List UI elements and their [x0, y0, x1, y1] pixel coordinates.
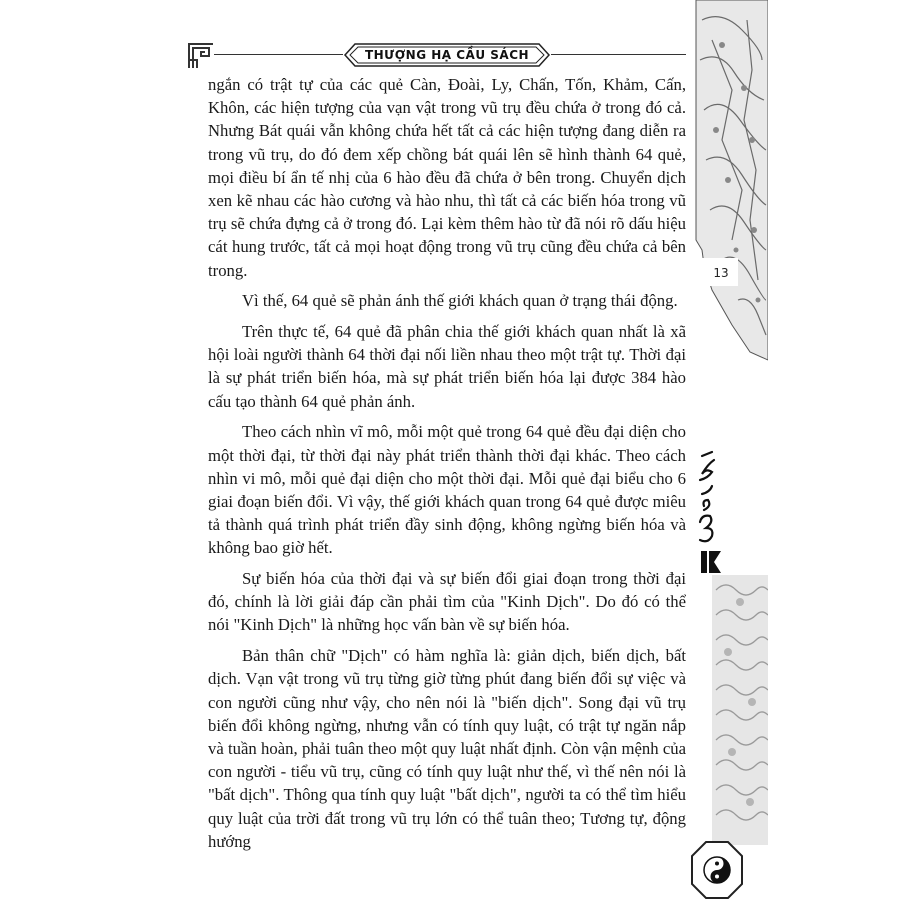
header-rule-right [551, 54, 686, 55]
running-header [343, 42, 551, 68]
corner-fret-ornament [188, 43, 214, 69]
paragraph-6: Bản thân chữ "Dịch" có hàm nghĩa là: giản dịch, biến dịch, bất dịch. Vạn vật trong vũ trụ từng giờ từng phút đang biến đổi sự việc và con người cũng như vậy, cho nên nói là "biến dịch". Song đại vũ trụ biến đổi không ngừng, nhưng vẫn có tính quy luật, có trật tự ngăn nắp và tuần hoàn, phải tuân theo một quy luật nhất định. Còn vận mệnh của con người - tiểu vũ trụ, cũng có tính quy luật như thế, vì thế nên nói là "bất dịch". Thông qua tính quy luật "bất dịch", người ta có thể tìm hiểu quy luật của trời đất trong vũ trụ lớn có thể tuân theo; Tương tự, động hướng [208, 646, 686, 851]
bookmark-ribbon-icon [701, 551, 721, 573]
paragraph-1: ngắn có trật tự của các quẻ Càn, Đoài, Ly, Chấn, Tốn, Khảm, Cấn, Khôn, các hiện tượng của vạn vật trong vũ trụ đều chứa ở trong đó cả. Nhưng Bát quái vẫn không chứa hết tất cả các hiện tượng đang diễn ra trong vũ trụ, do đó đem xếp chồng bát quái lên sẽ hình thành 64 quẻ, mọi điều bí ẩn tế nhị của 6 hào đều đã chứa ở bên trong. Chuyển dịch xen kẽ nhau các hào cương và hào nhu, thì tất cả các biến hóa trong vũ trụ sẽ chứa đựng cả ở trong đó. Lại kèm thêm hào từ đã nói rõ dấu hiệu cát hung trước, tất cả mọi hoạt động trong vũ trụ cũng đều chứa cả bên trong. [208, 75, 686, 280]
paragraph-2: Vì thế, 64 quẻ sẽ phản ánh thế giới khách quan ở trạng thái động. [242, 291, 678, 311]
paragraph-4: Theo cách nhìn vĩ mô, mỗi một quẻ trong 64 quẻ đều đại diện cho một thời đại, từ thời đại này phát triển thành thời đại khác. Theo cách nhìn vi mô, mỗi quẻ đại diện cho một thời đại. Mỗi quẻ đại biểu cho 6 giai đoạn biến đổi. Vì vậy, thế giới khách quan trong 64 quẻ được miêu tả thành quá trình phát triển đầy sinh động, không ngừng biến hóa và không bao giờ hết. [208, 422, 686, 558]
paragraph-3: Trên thực tế, 64 quẻ đã phân chia thế giới khách quan nhất là xã hội loài người thành 64 thời đại nối liền nhau theo một trật tự. Thời đại là sự phát triển biến hóa, mà sự phát triển biến hóa lại được 384 hào cấu tạo thành 64 quẻ phản ánh. [208, 322, 686, 411]
header-rule-left [214, 54, 343, 55]
handwritten-signature [694, 448, 720, 546]
yin-yang-icon [690, 840, 744, 900]
paragraph-5: Sự biến hóa của thời đại và sự biến đổi giai đoạn trong thời đại đó, chính là lời giải đáp cần phải tìm của "Kinh Dịch". Do đó có thể nói "Kinh Dịch" là những học vấn bàn về sự biến hóa. [208, 569, 686, 635]
header-title: THƯỢNG HẠ CẦU SÁCH [364, 48, 530, 62]
page-number: 13 [713, 266, 729, 280]
body-text [208, 73, 686, 861]
